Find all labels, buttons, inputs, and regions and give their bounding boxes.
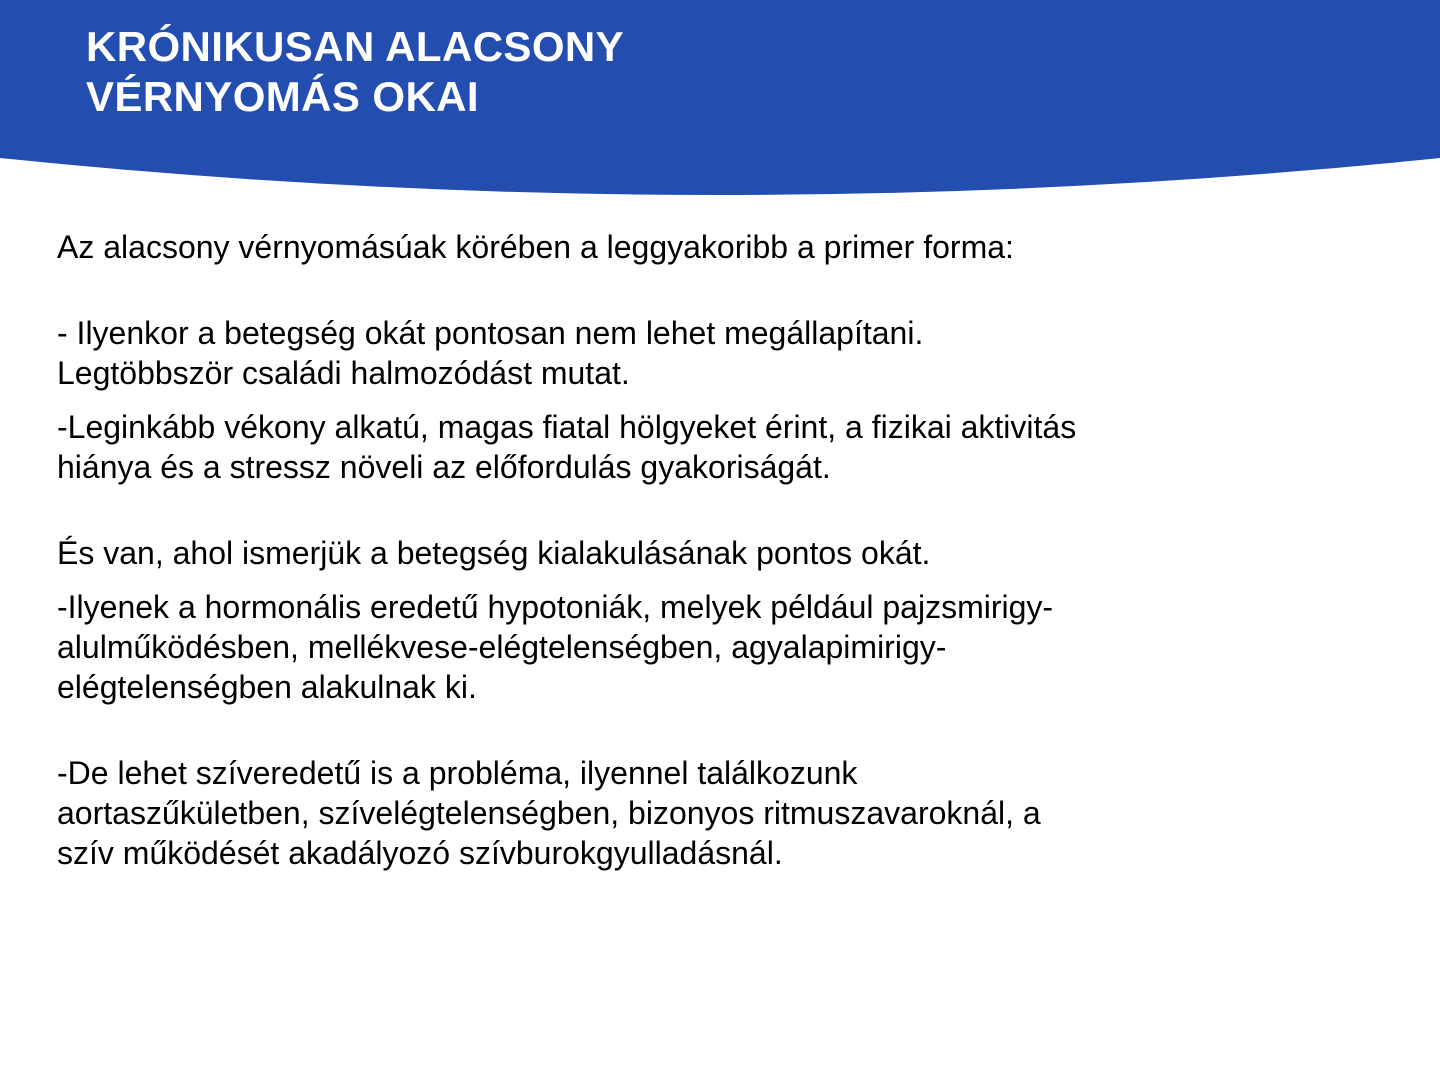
paragraph-unknown-cause <box>57 313 1377 393</box>
text-line: - Ilyenkor a betegség okát pontosan nem lehet megállapítani. <box>57 315 924 351</box>
text-line: Az alacsony vérnyomásúak körében a leggyakoribb a primer forma: <box>57 229 1014 265</box>
paragraph-hormonal-causes <box>57 587 1377 707</box>
text-line: alulműködésben, mellékvese-elégtelenségben, agyalapimirigy- <box>57 629 947 665</box>
paragraph-affected-group <box>57 407 1377 487</box>
slide-title <box>86 22 624 122</box>
paragraph-primary-form-intro <box>57 227 1377 267</box>
slide-title-line-2: VÉRNYOMÁS OKAI <box>86 73 479 120</box>
text-line: -Leginkább vékony alkatú, magas fiatal hölgyeket érint, a fizikai aktivitás <box>57 409 1077 445</box>
text-line: És van, ahol ismerjük a betegség kialakulásának pontos okát. <box>57 535 931 571</box>
slide-body <box>57 227 1377 873</box>
text-line: szív működését akadályozó szívburokgyulladásnál. <box>57 835 783 871</box>
paragraph-known-cause-intro <box>57 533 1377 573</box>
text-line: elégtelenségben alakulnak ki. <box>57 669 477 705</box>
text-line: aortaszűkületben, szívelégtelenségben, bizonyos ritmuszavaroknál, a <box>57 795 1041 831</box>
text-line: -De lehet szíveredetű is a probléma, ilyennel találkozunk <box>57 755 858 791</box>
slide-title-line-1: KRÓNIKUSAN ALACSONY <box>86 23 625 70</box>
text-line: -Ilyenek a hormonális eredetű hypotoniák, melyek például pajzsmirigy- <box>57 589 1054 625</box>
text-line: hiánya és a stressz növeli az előfordulás gyakoriságát. <box>57 449 831 485</box>
text-line: Legtöbbször családi halmozódást mutat. <box>57 355 630 391</box>
paragraph-cardiac-causes <box>57 753 1377 873</box>
